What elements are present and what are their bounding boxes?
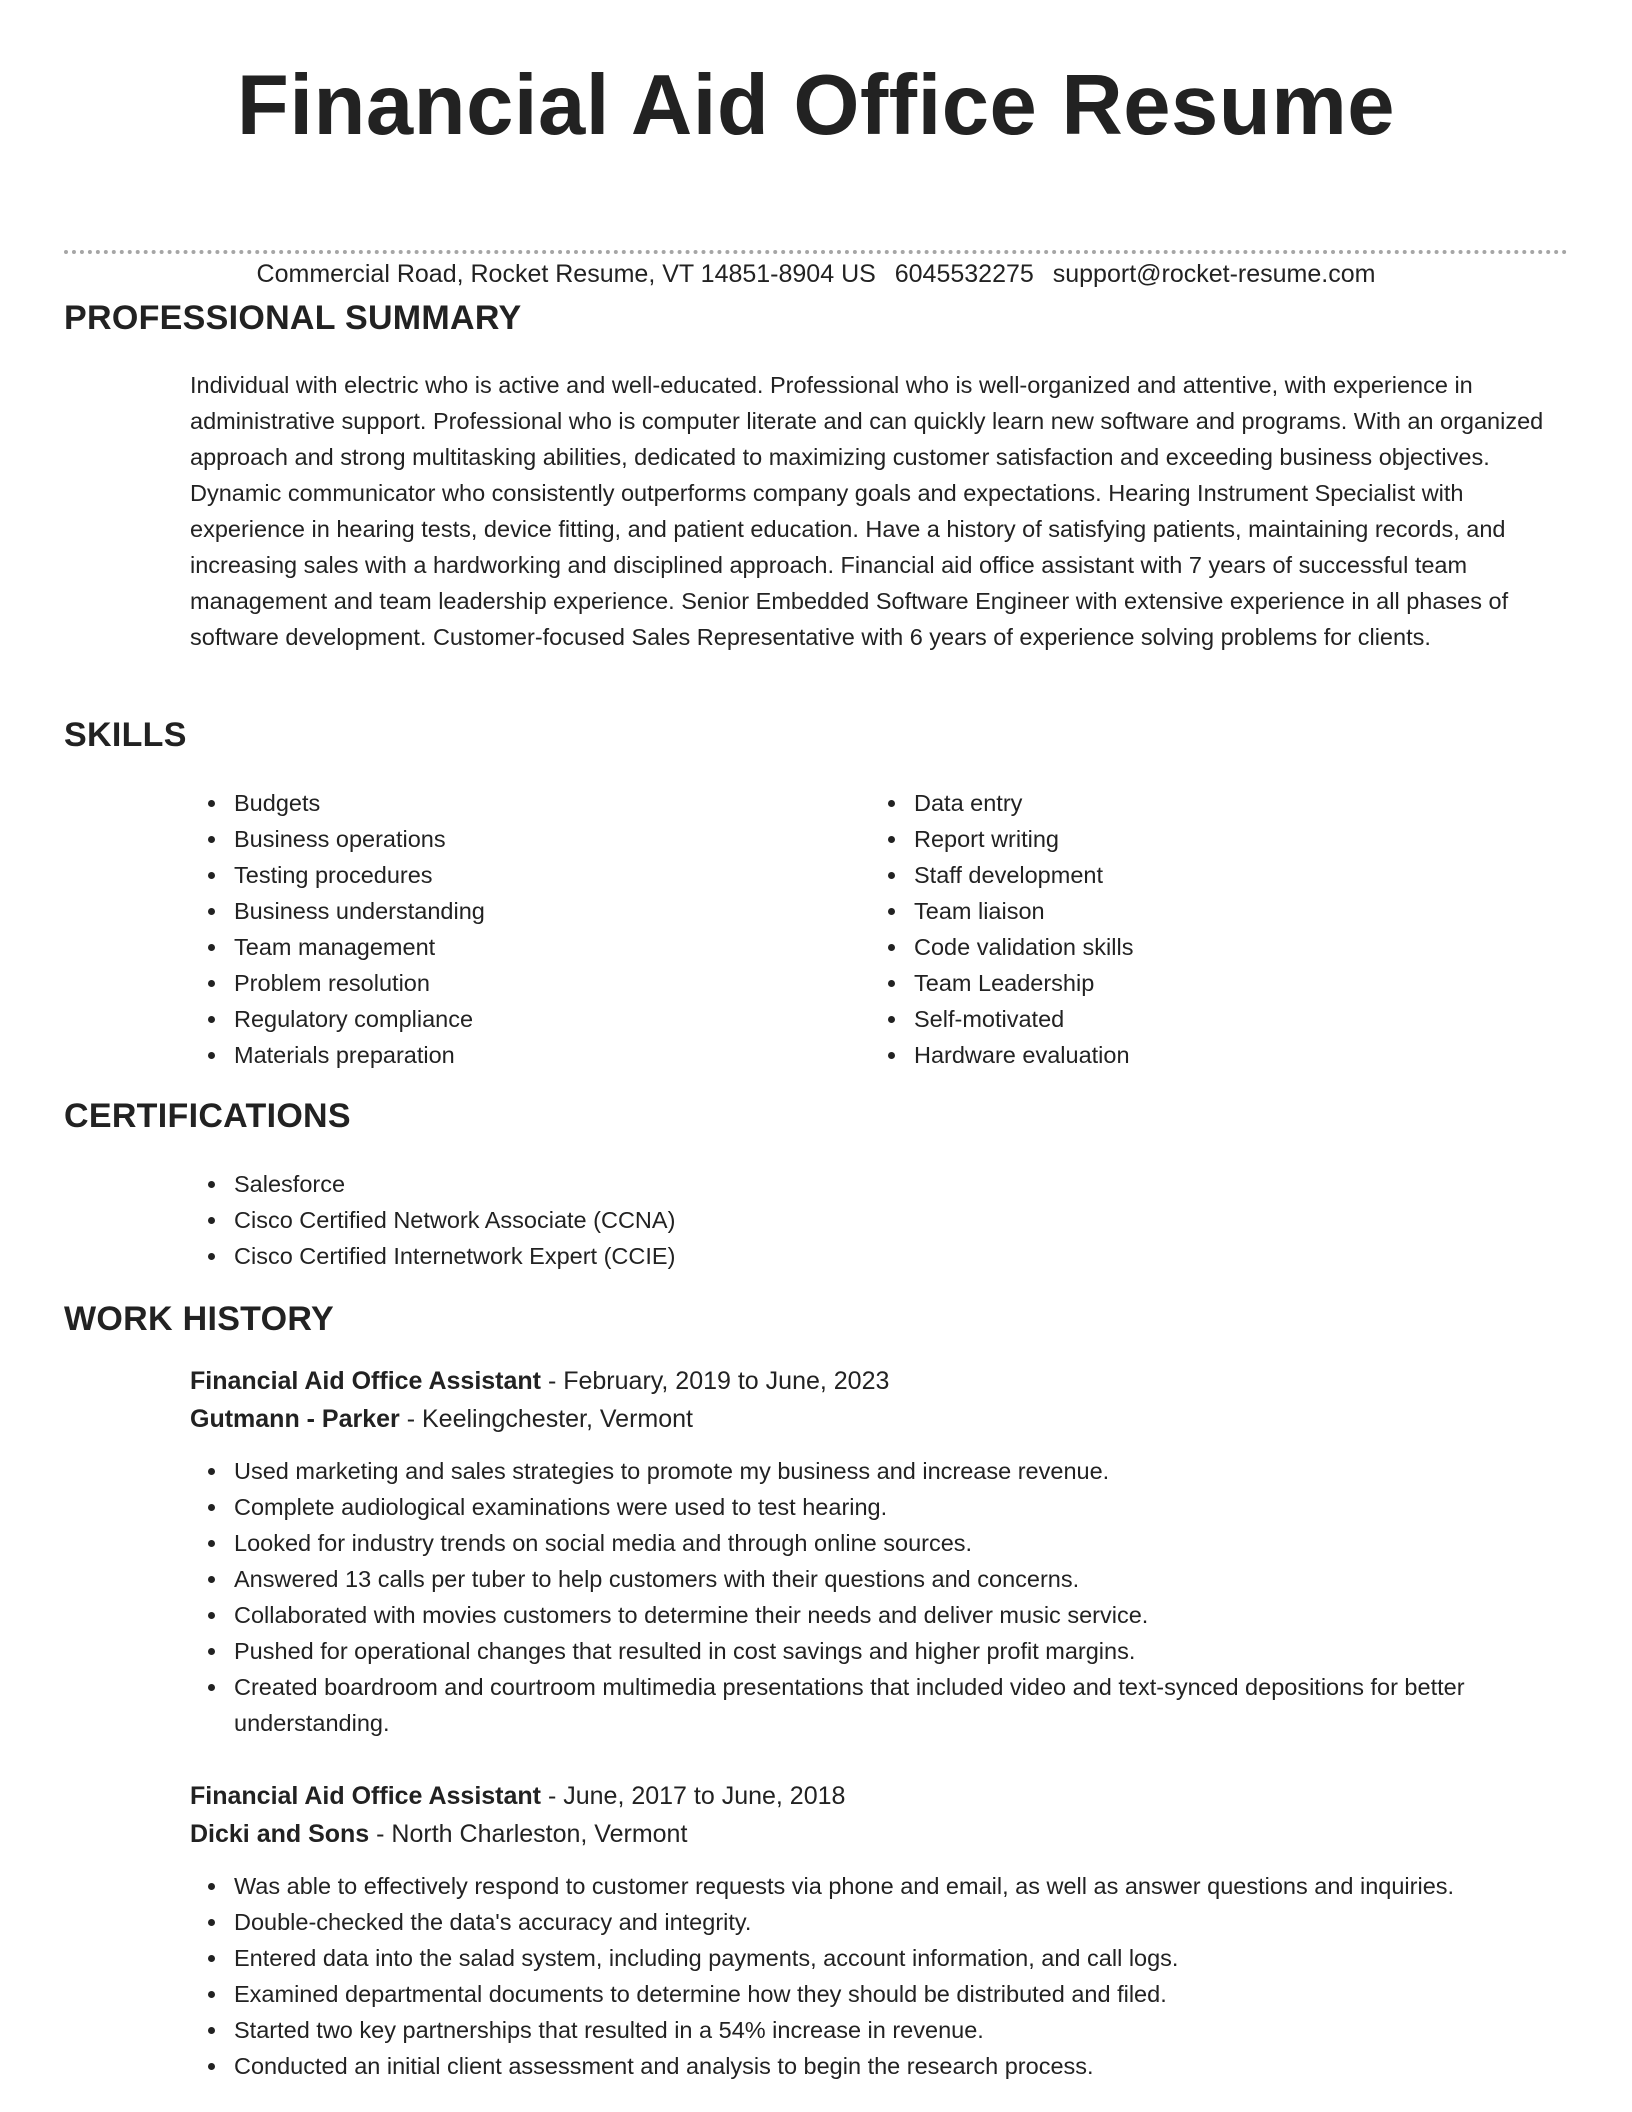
job-bullet: Collaborated with movies customers to determine their needs and deliver music service. — [208, 1597, 1578, 1633]
section-heading-summary: PROFESSIONAL SUMMARY — [64, 299, 522, 337]
job-bullet: Complete audiological examinations were used to test hearing. — [208, 1489, 1578, 1525]
skill-item: Report writing — [888, 821, 1568, 857]
job-company-line — [190, 1815, 1570, 1853]
job-bullet: Was able to effectively respond to customer requests via phone and email, as well as answer questions and inquiries. — [208, 1868, 1578, 1904]
job-title-line — [190, 1362, 1570, 1400]
skill-item: Testing procedures — [208, 857, 888, 893]
job-bullet: Examined departmental documents to determine how they should be distributed and filed. — [208, 1976, 1578, 2012]
job-location: - North Charleston, Vermont — [369, 1820, 688, 1848]
job-bullet: Started two key partnerships that resulted in a 54% increase in revenue. — [208, 2012, 1578, 2048]
skill-item: Team management — [208, 929, 888, 965]
job-dates: - February, 2019 to June, 2023 — [541, 1367, 890, 1395]
resume-title: Financial Aid Office Resume — [236, 58, 1396, 153]
contact-email: support@rocket-resume.com — [1052, 260, 1376, 288]
job-location: - Keelingchester, Vermont — [399, 1405, 693, 1433]
job-title: Financial Aid Office Assistant — [190, 1782, 542, 1810]
header-divider — [64, 250, 1568, 254]
job-bullet: Created boardroom and courtroom multimedia presentations that included video and text-synced depositions for better understanding. — [208, 1669, 1578, 1741]
job-bullet: Answered 13 calls per tuber to help customers with their questions and concerns. — [208, 1561, 1578, 1597]
skill-item: Hardware evaluation — [888, 1037, 1568, 1073]
job-dates: - June, 2017 to June, 2018 — [541, 1782, 846, 1810]
skills-column-right — [888, 785, 1568, 1073]
skill-item: Business understanding — [208, 893, 888, 929]
job-bullet: Conducted an initial client assessment and analysis to begin the research process. — [208, 2048, 1578, 2084]
skill-item: Budgets — [208, 785, 888, 821]
job-company: Dicki and Sons — [190, 1820, 370, 1848]
certifications-list — [208, 1166, 675, 1274]
skill-item: Materials preparation — [208, 1037, 888, 1073]
job-title-line — [190, 1777, 1570, 1815]
job-bullet: Entered data into the salad system, including payments, account information, and call logs. — [208, 1940, 1578, 1976]
skill-item: Regulatory compliance — [208, 1001, 888, 1037]
job-bullet: Used marketing and sales strategies to promote my business and increase revenue. — [208, 1453, 1578, 1489]
skill-item: Business operations — [208, 821, 888, 857]
skill-item: Data entry — [888, 785, 1568, 821]
certification-item: Cisco Certified Network Associate (CCNA) — [208, 1202, 675, 1238]
job-entry — [190, 1777, 1570, 2084]
job-bullet: Looked for industry trends on social media and through online sources. — [208, 1525, 1578, 1561]
section-heading-work-history: WORK HISTORY — [64, 1300, 334, 1338]
contact-address: Commercial Road, Rocket Resume, VT 14851-8904 US — [256, 260, 876, 288]
job-bullets — [208, 1453, 1578, 1741]
job-title: Financial Aid Office Assistant — [190, 1367, 542, 1395]
summary-text: Individual with electric who is active and well-educated. Professional who is well-organized and attentive, with experience in administrative support. Professional who is computer literate and can quickly learn new software and programs. With an organized approach and strong multitasking abilities, dedicated to maximizing customer satisfaction and exceeding business objectives. Dynamic communicator who consistently outperforms company goals and expectations. Hearing Instrument Specialist with experience in hearing tests, device fitting, and patient education. Have a history of satisfying patients, maintaining records, and increasing sales with a hardworking and disciplined approach. Financial aid office assistant with 7 years of successful team management and team leadership experience. Senior Embedded Software Engineer with extensive experience in all phases of software development. Customer-focused Sales Representative with 6 years of experience solving problems for clients. — [190, 372, 1544, 650]
job-bullet: Pushed for operational changes that resulted in cost savings and higher profit margins. — [208, 1633, 1578, 1669]
skill-item: Code validation skills — [888, 929, 1568, 965]
skill-item: Staff development — [888, 857, 1568, 893]
contact-phone: 6045532275 — [894, 260, 1034, 288]
job-bullet: Double-checked the data's accuracy and integrity. — [208, 1904, 1578, 1940]
skill-item: Team Leadership — [888, 965, 1568, 1001]
contact-line — [0, 259, 1632, 289]
skill-item: Problem resolution — [208, 965, 888, 1001]
skills-list — [208, 785, 1568, 1073]
skill-item: Team liaison — [888, 893, 1568, 929]
certification-item: Salesforce — [208, 1166, 675, 1202]
job-company: Gutmann - Parker — [190, 1405, 400, 1433]
section-heading-skills: SKILLS — [64, 716, 187, 754]
skill-item: Self-motivated — [888, 1001, 1568, 1037]
job-bullets — [208, 1868, 1578, 2084]
certification-item: Cisco Certified Internetwork Expert (CCIE) — [208, 1238, 675, 1274]
job-company-line — [190, 1400, 1570, 1438]
skills-column-left — [208, 785, 888, 1073]
job-entry — [190, 1362, 1570, 1741]
section-heading-certifications: CERTIFICATIONS — [64, 1097, 351, 1135]
